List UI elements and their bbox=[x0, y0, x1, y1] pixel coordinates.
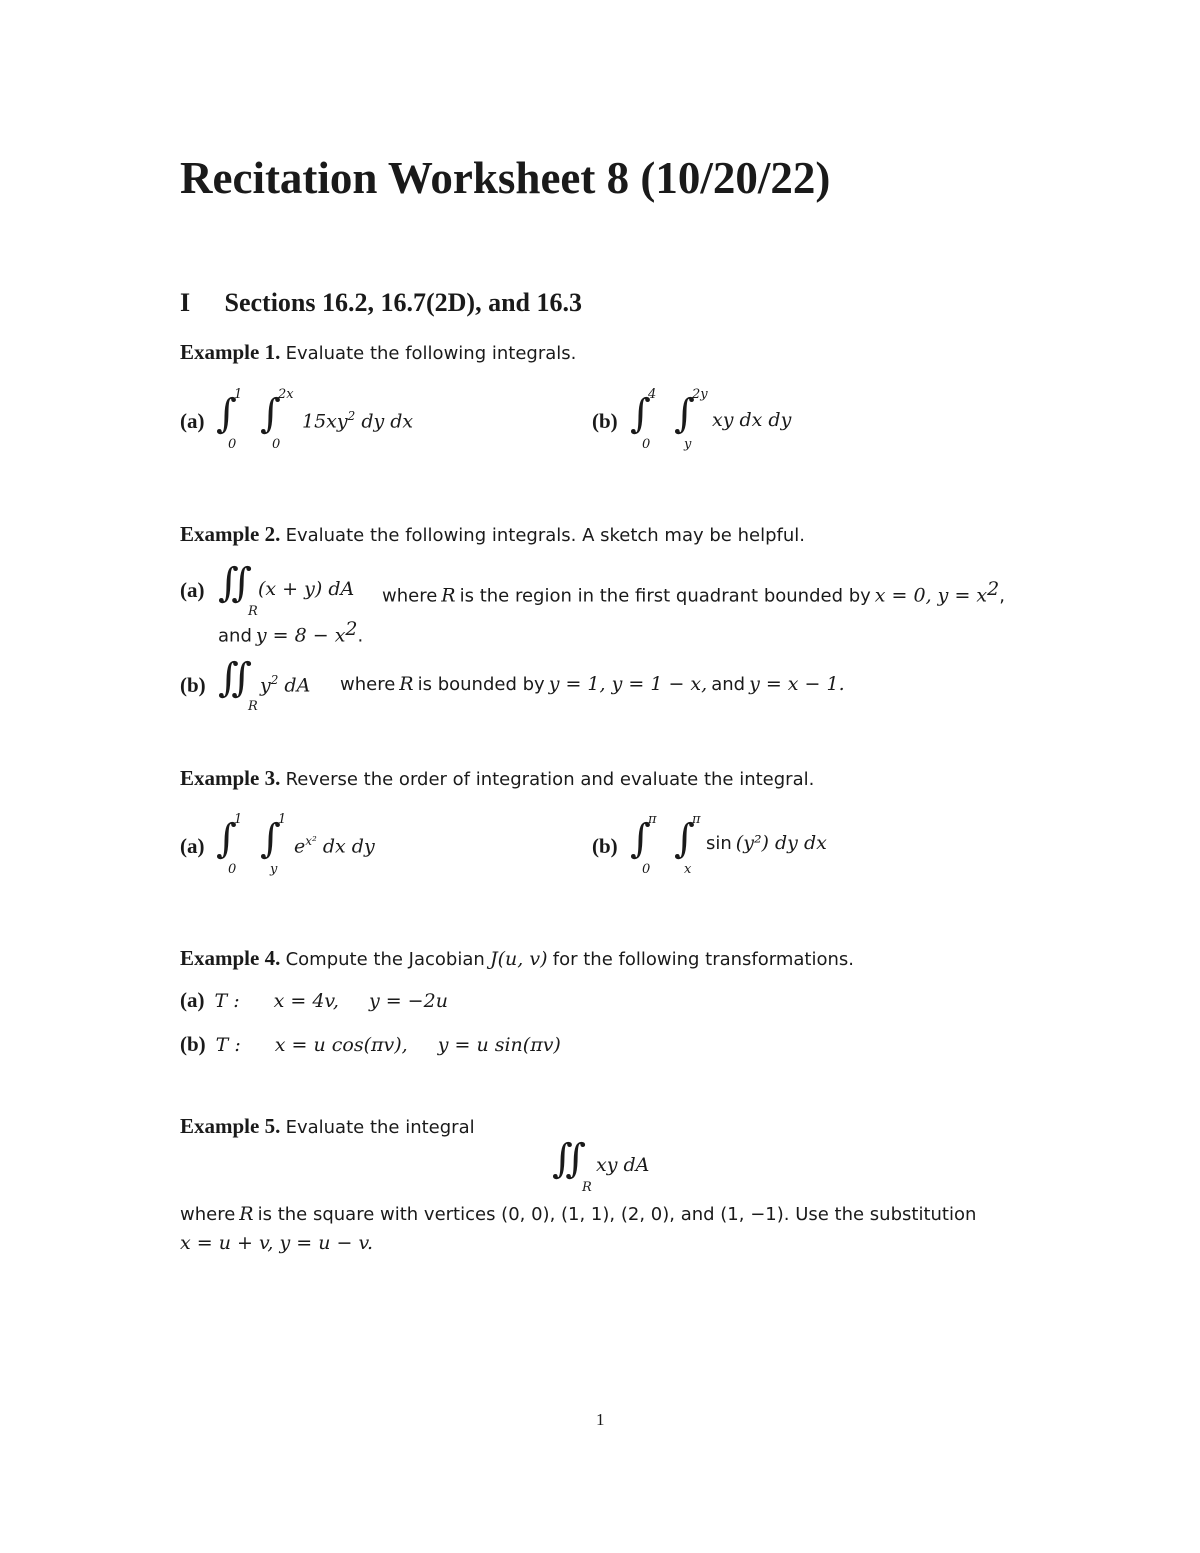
integral-sign: ∫ bbox=[216, 391, 237, 437]
example-2-text: Evaluate the following integrals. A sketch may be helpful. bbox=[285, 525, 805, 546]
upper-limit: 1 bbox=[234, 387, 243, 402]
x-equation: x = 4v, bbox=[273, 990, 339, 1012]
lower-limit: x bbox=[684, 862, 692, 877]
section-title: Sections 16.2, 16.7(2D), and 16.3 bbox=[224, 288, 583, 317]
region-description: where R is the region in the first quadrant bounded by x = 0, $y = x^2$, bbox=[382, 578, 1005, 607]
example-3a bbox=[180, 808, 580, 878]
lower-limit: y bbox=[270, 862, 278, 877]
integral-sign: ∫ bbox=[674, 816, 695, 862]
region-description-line-2: and $y = 8 - x^2$. bbox=[218, 618, 364, 647]
example-3a-label: (a) bbox=[180, 834, 205, 858]
integrand: sin (y²) dy dx bbox=[706, 832, 827, 854]
y-equation: y = −2u bbox=[368, 990, 448, 1012]
region-description: where R is bounded by y = 1, y = 1 − x, and y = x − 1. bbox=[340, 673, 845, 695]
example-2b bbox=[180, 655, 1040, 715]
upper-limit: π bbox=[648, 812, 657, 827]
lower-limit: 0 bbox=[642, 437, 651, 452]
example-2-heading bbox=[180, 522, 805, 547]
double-integral-sign: ∬ bbox=[218, 655, 253, 701]
example-1-heading bbox=[180, 340, 576, 365]
double-integral-sign: ∬ bbox=[218, 560, 253, 606]
example-1-label: Example 1. bbox=[180, 340, 281, 364]
lower-limit: 0 bbox=[642, 862, 651, 877]
example-2b-label: (b) bbox=[180, 673, 206, 697]
example-5-substitution: x = u + v, y = u − v. bbox=[180, 1232, 373, 1254]
example-2a-label: (a) bbox=[180, 578, 205, 602]
example-5-heading bbox=[180, 1114, 475, 1139]
example-5-integral bbox=[552, 1136, 712, 1196]
example-5-text: Evaluate the integral bbox=[285, 1117, 475, 1138]
page-title: Recitation Worksheet 8 (10/20/22) bbox=[180, 153, 831, 203]
integral-sign: ∫ bbox=[630, 391, 651, 437]
example-3b-label: (b) bbox=[592, 834, 618, 858]
upper-limit: 1 bbox=[234, 812, 243, 827]
integral-sign: ∫ bbox=[260, 816, 281, 862]
upper-limit: 1 bbox=[278, 812, 287, 827]
integrand: $15xy^2$ dy dx bbox=[302, 409, 414, 433]
y-equation: y = u sin(πv) bbox=[437, 1034, 561, 1056]
integrand: xy dA bbox=[596, 1154, 650, 1176]
example-4-text-2: for the following transformations. bbox=[552, 949, 855, 970]
example-4-heading bbox=[180, 946, 854, 971]
integrand: xy dx dy bbox=[712, 409, 792, 431]
example-1a-label: (a) bbox=[180, 409, 205, 433]
example-3-label: Example 3. bbox=[180, 766, 281, 790]
section-heading bbox=[180, 288, 582, 318]
page-number: 1 bbox=[596, 1410, 605, 1429]
integrand: $e^{x^2}$ dx dy bbox=[294, 834, 375, 858]
double-integral-sign: ∬ bbox=[552, 1136, 587, 1182]
integral-sign: ∫ bbox=[674, 391, 695, 437]
region-subscript: R bbox=[582, 1180, 592, 1195]
lower-limit: 0 bbox=[228, 437, 237, 452]
example-3-heading bbox=[180, 766, 814, 791]
example-2a bbox=[180, 560, 1040, 650]
transformation-name: T : bbox=[215, 1034, 241, 1056]
upper-limit: 2y bbox=[692, 387, 708, 402]
upper-limit: 2x bbox=[278, 387, 294, 402]
example-4-text: Compute the Jacobian bbox=[285, 949, 485, 970]
lower-limit: 0 bbox=[228, 862, 237, 877]
example-4b bbox=[180, 1032, 561, 1057]
region-subscript: R bbox=[248, 699, 258, 714]
example-5-description: where R is the square with vertices (0, 0), (1, 1), (2, 0), and (1, −1). Use the substitution bbox=[180, 1203, 977, 1225]
integral-sign: ∫ bbox=[630, 816, 651, 862]
example-4b-label: (b) bbox=[180, 1032, 206, 1056]
transformation-name: T : bbox=[214, 990, 240, 1012]
example-4a-label: (a) bbox=[180, 988, 205, 1012]
example-4-label: Example 4. bbox=[180, 946, 281, 970]
x-equation: x = u cos(πv), bbox=[274, 1034, 408, 1056]
example-1b-label: (b) bbox=[592, 409, 618, 433]
example-4a bbox=[180, 988, 448, 1013]
example-1a bbox=[180, 385, 580, 455]
section-number: I bbox=[180, 288, 191, 317]
upper-limit: 4 bbox=[648, 387, 657, 402]
example-1-text: Evaluate the following integrals. bbox=[285, 343, 577, 364]
lower-limit: 0 bbox=[272, 437, 281, 452]
example-3-text: Reverse the order of integration and evaluate the integral. bbox=[285, 769, 815, 790]
example-3b bbox=[592, 808, 992, 878]
jacobian-symbol: J(u, v) bbox=[490, 948, 548, 970]
example-2-label: Example 2. bbox=[180, 522, 281, 546]
example-5-label: Example 5. bbox=[180, 1114, 281, 1138]
example-1b bbox=[592, 385, 992, 455]
integrand: $y^2$ dA bbox=[260, 673, 311, 697]
integrand: (x + y) dA bbox=[258, 578, 355, 600]
lower-limit: y bbox=[684, 437, 692, 452]
integral-sign: ∫ bbox=[216, 816, 237, 862]
region-subscript: R bbox=[248, 604, 258, 619]
upper-limit: π bbox=[692, 812, 701, 827]
integral-sign: ∫ bbox=[260, 391, 281, 437]
